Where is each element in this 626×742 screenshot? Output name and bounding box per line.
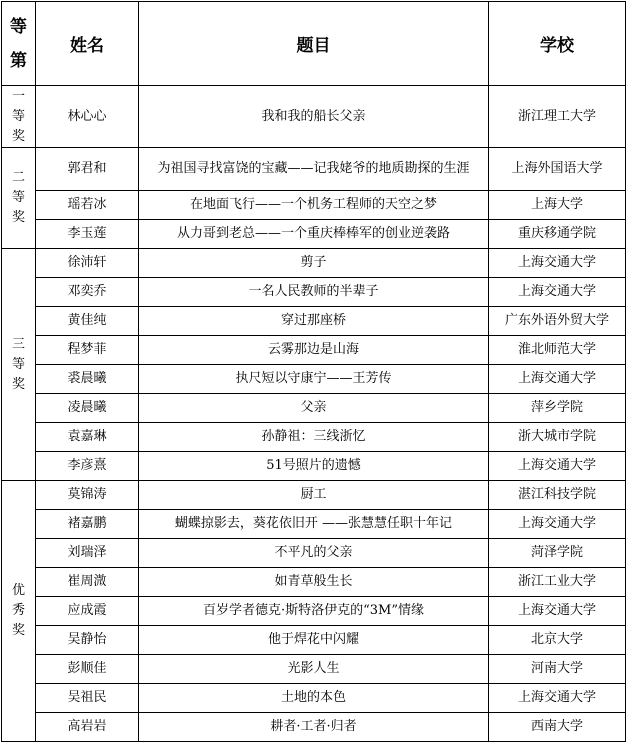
table-row <box>2 655 626 684</box>
table-row <box>2 481 626 510</box>
school-cell: 淮北师范大学 <box>489 336 626 365</box>
name-cell: 褚嘉鹏 <box>36 510 139 539</box>
table-row <box>2 394 626 423</box>
name-cell: 郭君和 <box>36 148 139 191</box>
school-cell: 北京大学 <box>489 626 626 655</box>
school-cell: 上海交通大学 <box>489 510 626 539</box>
title-cell: 51号照片的遗憾 <box>139 452 489 481</box>
grade-cell-first: 一等奖 <box>2 86 36 148</box>
header-name: 姓名 <box>36 2 139 86</box>
name-cell: 李玉莲 <box>36 220 139 249</box>
header-grade: 等第 <box>2 2 36 86</box>
name-cell: 崔周溦 <box>36 568 139 597</box>
school-cell: 浙江工业大学 <box>489 568 626 597</box>
table-row <box>2 626 626 655</box>
name-cell: 刘瑞泽 <box>36 539 139 568</box>
title-cell: 孙静祖：三线浙忆 <box>139 423 489 452</box>
title-cell: 百岁学者德克·斯特洛伊克的“3M”情缘 <box>139 597 489 626</box>
school-cell: 广东外语外贸大学 <box>489 307 626 336</box>
title-cell: 耕者·工者·归者 <box>139 713 489 742</box>
school-cell: 上海大学 <box>489 191 626 220</box>
school-cell: 浙江理工大学 <box>489 86 626 148</box>
name-cell: 凌晨曦 <box>36 394 139 423</box>
awards-table <box>1 1 626 742</box>
title-cell: 从力哥到老总——一个重庆棒棒军的创业逆袭路 <box>139 220 489 249</box>
header-title: 题目 <box>139 2 489 86</box>
title-cell: 不平凡的父亲 <box>139 539 489 568</box>
title-cell: 穿过那座桥 <box>139 307 489 336</box>
name-cell: 高岩岩 <box>36 713 139 742</box>
name-cell: 徐沛轩 <box>36 249 139 278</box>
school-cell: 上海交通大学 <box>489 452 626 481</box>
school-cell: 上海交通大学 <box>489 365 626 394</box>
header-school: 学校 <box>489 2 626 86</box>
name-cell: 李彦熹 <box>36 452 139 481</box>
title-cell: 如青草般生长 <box>139 568 489 597</box>
title-cell: 云雾那边是山海 <box>139 336 489 365</box>
name-cell: 吴祖民 <box>36 684 139 713</box>
table-row <box>2 191 626 220</box>
title-cell: 剪子 <box>139 249 489 278</box>
name-cell: 彭顺佳 <box>36 655 139 684</box>
grade-cell-second: 二等奖 <box>2 148 36 249</box>
school-cell: 上海外国语大学 <box>489 148 626 191</box>
school-cell: 重庆移通学院 <box>489 220 626 249</box>
title-cell: 厨工 <box>139 481 489 510</box>
table-row <box>2 278 626 307</box>
name-cell: 裘晨曦 <box>36 365 139 394</box>
table-row <box>2 510 626 539</box>
name-cell: 林心心 <box>36 86 139 148</box>
name-cell: 应成霞 <box>36 597 139 626</box>
table-row <box>2 148 626 191</box>
name-cell: 邓奕乔 <box>36 278 139 307</box>
table-row <box>2 365 626 394</box>
school-cell: 浙大城市学院 <box>489 423 626 452</box>
table-row <box>2 423 626 452</box>
title-cell: 为祖国寻找富饶的宝藏——记我姥爷的地质勘探的生涯 <box>139 148 489 191</box>
table-row <box>2 684 626 713</box>
title-cell: 他于焊花中闪耀 <box>139 626 489 655</box>
grade-cell-excellence: 优秀奖 <box>2 481 36 742</box>
table-row <box>2 452 626 481</box>
school-cell: 西南大学 <box>489 713 626 742</box>
table-row <box>2 336 626 365</box>
name-cell: 吴静怡 <box>36 626 139 655</box>
school-cell: 萍乡学院 <box>489 394 626 423</box>
title-cell: 在地面飞行——一个机务工程师的天空之梦 <box>139 191 489 220</box>
school-cell: 菏泽学院 <box>489 539 626 568</box>
school-cell: 上海交通大学 <box>489 278 626 307</box>
school-cell: 上海交通大学 <box>489 249 626 278</box>
name-cell: 程梦菲 <box>36 336 139 365</box>
name-cell: 黄佳纯 <box>36 307 139 336</box>
table-row <box>2 220 626 249</box>
table-row <box>2 568 626 597</box>
table-row <box>2 86 626 148</box>
title-cell: 我和我的船长父亲 <box>139 86 489 148</box>
table-row <box>2 249 626 278</box>
title-cell: 光影人生 <box>139 655 489 684</box>
table-row <box>2 597 626 626</box>
title-cell: 执尺短以守康宁——王芳传 <box>139 365 489 394</box>
table-row <box>2 539 626 568</box>
name-cell: 袁嘉琳 <box>36 423 139 452</box>
table-row <box>2 307 626 336</box>
title-cell: 蝴蝶掠影去，葵花依旧开 ——张慧慧任职十年记 <box>139 510 489 539</box>
title-cell: 土地的本色 <box>139 684 489 713</box>
school-cell: 上海交通大学 <box>489 597 626 626</box>
title-cell: 父亲 <box>139 394 489 423</box>
school-cell: 湛江科技学院 <box>489 481 626 510</box>
name-cell: 莫锦涛 <box>36 481 139 510</box>
header-row <box>2 2 626 86</box>
school-cell: 河南大学 <box>489 655 626 684</box>
grade-cell-third: 三等奖 <box>2 249 36 481</box>
title-cell: 一名人民教师的半辈子 <box>139 278 489 307</box>
name-cell: 瑶若冰 <box>36 191 139 220</box>
school-cell: 上海交通大学 <box>489 684 626 713</box>
table-row <box>2 713 626 742</box>
